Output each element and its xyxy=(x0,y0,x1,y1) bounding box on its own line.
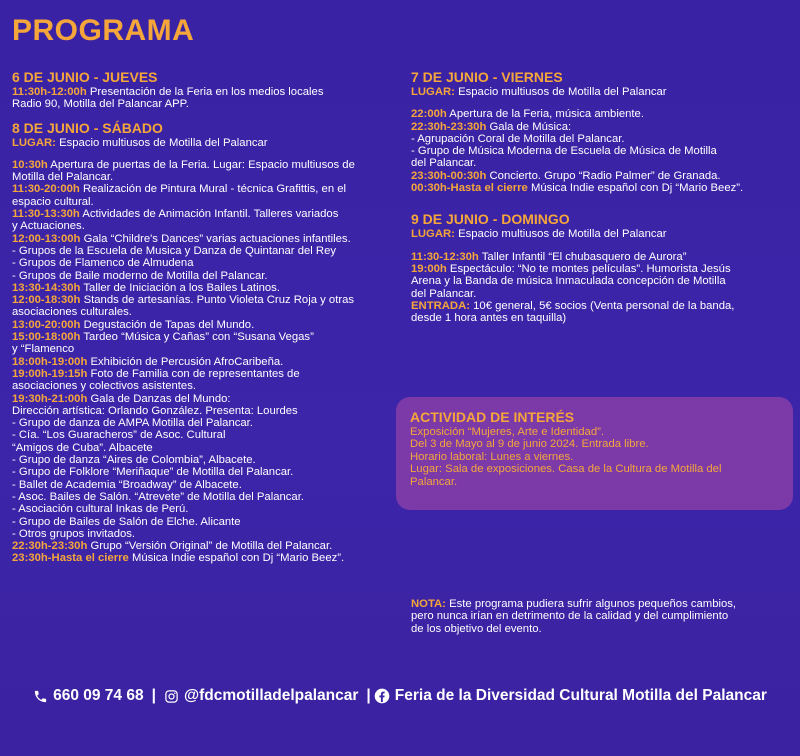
line-text: - Grupo de danza “Aires de Colombia”, Albacete. xyxy=(12,454,256,467)
line-text: - Agrupación Coral de Motilla del Palancar. xyxy=(411,132,625,145)
line-text: - Grupo de Música Moderna de Escuela de Música de Motilla xyxy=(411,145,717,158)
schedule-line xyxy=(411,312,786,324)
line-text: Música Indie español con Dj “Mario Beez”. xyxy=(128,552,345,565)
time-label: 19:00h xyxy=(411,262,447,275)
line-text: - Grupos de la Escuela de Musica y Danza de Quintanar del Rey xyxy=(12,244,337,257)
time-label: ENTRADA: xyxy=(411,299,470,312)
line-text: - Grupo de Folklore “Meriñaque” de Motilla del Palancar. xyxy=(12,466,294,479)
schedule-line xyxy=(12,429,397,441)
instagram-icon xyxy=(164,689,179,704)
line-text: 10€ general, 5€ socios (Venta personal de la banda, xyxy=(470,299,735,312)
schedule-line xyxy=(12,405,397,417)
line-text: Exhibición de Percusión AfroCaribeña. xyxy=(87,355,284,368)
interest-line: Palancar. xyxy=(410,475,458,488)
schedule-line xyxy=(12,356,397,368)
line-text: Gala “Childre's Dances” varias actuaciones infantiles. xyxy=(80,232,351,245)
section-gap xyxy=(411,194,786,212)
line-text: Foto de Familia con de representantes de xyxy=(87,367,300,380)
schedule-line xyxy=(12,540,397,552)
line-text: Tardeo “Música y Cañas” con “Susana Vegas” xyxy=(80,331,314,344)
schedule-line xyxy=(12,159,397,171)
line-text: - Asociación cultural Inkas de Perú. xyxy=(12,503,189,516)
interest-line: Lugar: Sala de exposiciones. Casa de la Cultura de Motilla del xyxy=(410,463,722,476)
schedule-line xyxy=(411,170,786,182)
schedule-line xyxy=(411,157,786,169)
schedule-line xyxy=(12,343,397,355)
day-heading: 9 DE JUNIO - DOMINGO xyxy=(411,211,570,228)
time-label: 23:30h-00:30h xyxy=(411,169,487,182)
line-text: Presentación de la Feria en los medios locales xyxy=(86,86,324,98)
schedule-line xyxy=(411,145,786,157)
time-label: 10:30h xyxy=(12,158,48,171)
line-text: Actividades de Animación Infantil. Talleres variados xyxy=(79,208,339,221)
time-label: 22:30h-23:30h xyxy=(411,120,487,133)
line-text: Espacio multiusos de Motilla del Palancar xyxy=(454,86,667,98)
facebook-page[interactable]: Feria de la Diversidad Cultural Motilla del Palancar xyxy=(394,687,767,704)
schedule-line xyxy=(12,233,397,245)
time-label: 22:30h-23:30h xyxy=(12,540,88,553)
separator: | xyxy=(366,687,371,704)
line-text: - Grupo de danza de AMPA Motilla del Palancar. xyxy=(12,417,253,430)
schedule-line xyxy=(411,275,786,287)
time-label: 23:30h-Hasta el cierre xyxy=(12,552,129,565)
line-gap xyxy=(411,241,786,251)
time-label: 18:00h-19:00h xyxy=(12,355,88,368)
right-column xyxy=(411,70,786,324)
day-heading: 7 DE JUNIO - VIERNES xyxy=(411,69,563,85)
line-text: del Palancar. xyxy=(411,157,477,170)
line-text: Dirección artística: Orlando González. Presenta: Lourdes xyxy=(12,404,298,417)
schedule-line xyxy=(12,368,397,380)
schedule-line xyxy=(411,121,786,133)
time-label: 00:30h-Hasta el cierre xyxy=(411,182,528,195)
line-text: Apertura de la Feria, música ambiente. xyxy=(446,108,644,121)
line-text: Apertura de puertas de la Feria. Lugar: Espacio multiusos de xyxy=(47,158,355,171)
line-text: Radio 90, Motilla del Palancar APP. xyxy=(12,98,189,111)
day-heading: 6 DE JUNIO - JUEVES xyxy=(12,69,158,85)
schedule-line xyxy=(12,196,397,208)
schedule-line xyxy=(12,331,397,343)
schedule-line xyxy=(12,220,397,232)
line-text: Arena y la Banda de música Inmaculada concepción de Motilla xyxy=(411,275,726,288)
time-label: 13:30-14:30h xyxy=(12,281,81,294)
schedule-line xyxy=(12,208,397,220)
time-label: 19:30h-21:00h xyxy=(12,392,88,405)
line-text: Espacio multiusos de Motilla del Palancar xyxy=(55,136,268,149)
line-gap xyxy=(12,149,397,159)
separator: | xyxy=(151,687,156,704)
line-text: espacio cultural. xyxy=(12,195,94,208)
time-label: LUGAR: xyxy=(411,86,455,98)
line-text: Espectáculo: “No te montes películas”. Humorista Jesús xyxy=(446,262,731,275)
schedule-line xyxy=(12,282,397,294)
phone-icon xyxy=(33,689,48,704)
schedule-line xyxy=(12,466,397,478)
line-text: Música Indie español con Dj “Mario Beez”. xyxy=(527,182,744,195)
time-label: 11:30-20:00h xyxy=(12,183,80,196)
schedule-line xyxy=(12,294,397,306)
facebook-icon xyxy=(374,688,390,704)
time-label: 12:00-18:30h xyxy=(12,294,81,307)
schedule-line xyxy=(411,108,786,120)
line-text: y “Flamenco xyxy=(12,343,75,356)
line-text: Concierto. Grupo “Radio Palmer” de Granada. xyxy=(486,169,721,182)
line-text: Gala de Música: xyxy=(486,120,572,133)
note-line: pero nunca irían en detrimento de la calidad y del cumplimiento xyxy=(411,610,729,623)
schedule-line xyxy=(12,454,397,466)
line-text: - Ballet de Academia “Broadway” de Albacete. xyxy=(12,478,242,491)
time-label: 13:00-20:00h xyxy=(12,318,81,331)
line-text: - Otros grupos invitados. xyxy=(12,527,136,540)
time-label: 22:00h xyxy=(411,108,447,121)
interest-line: Horario laboral: Lunes a viernes. xyxy=(410,450,574,463)
line-text: - Cía. “Los Guaracheros” de Asoc. Cultural xyxy=(12,429,226,442)
page-title: PROGRAMA xyxy=(12,14,195,47)
line-text: Degustación de Tapas del Mundo. xyxy=(80,318,255,331)
schedule-line xyxy=(411,263,786,275)
line-text: y Actuaciones. xyxy=(12,220,85,233)
schedule-line xyxy=(12,98,397,110)
line-text: Grupo “Versión Original” de Motilla del Palancar. xyxy=(87,540,333,553)
activity-of-interest-box xyxy=(396,397,793,510)
line-text: Realización de Pintura Mural - técnica Grafittis, en el xyxy=(79,183,347,196)
line-text: - Grupos de Flamenco de Almudena xyxy=(12,257,194,270)
line-text: desde 1 hora antes en taquilla) xyxy=(411,312,567,325)
schedule-line xyxy=(12,137,397,149)
schedule-line xyxy=(12,479,397,491)
schedule-line xyxy=(411,300,786,312)
line-text: Gala de Danzas del Mundo: xyxy=(87,392,231,405)
schedule-line xyxy=(411,182,786,194)
note xyxy=(411,598,791,635)
phone-number[interactable]: 660 09 74 68 xyxy=(53,687,144,704)
schedule-line xyxy=(12,552,397,564)
time-label: 11:30-12:30h xyxy=(411,250,479,263)
line-text: asociaciones y colectivos asistentes. xyxy=(12,380,196,393)
line-text: Espacio multiusos de Motilla del Palancar xyxy=(454,228,667,241)
day-heading: 8 DE JUNIO - SÁBADO xyxy=(12,119,163,136)
schedule-line xyxy=(12,516,397,528)
line-text: - Grupo de Bailes de Salón de Elche. Alicante xyxy=(12,515,241,528)
schedule-line xyxy=(12,319,397,331)
schedule-line xyxy=(12,393,397,405)
schedule-line xyxy=(12,503,397,515)
line-gap xyxy=(411,98,786,108)
interest-heading: ACTIVIDAD DE INTERÉS xyxy=(410,409,575,425)
time-label: 11:30-13:30h xyxy=(12,208,80,221)
line-text: Taller Infantil “El chubasquero de Aurora” xyxy=(478,250,687,263)
interest-line: Del 3 de Mayo al 9 de junio 2024. Entrada libre. xyxy=(410,438,649,451)
time-label: 11:30h-12:00h xyxy=(12,86,87,98)
interest-line: Exposición “Mujeres, Arte e Identidad”. xyxy=(410,426,605,438)
schedule-line xyxy=(12,528,397,540)
contact-footer xyxy=(0,684,800,708)
line-text: asociaciones culturales. xyxy=(12,306,132,319)
time-label: 19:00h-19:15h xyxy=(12,367,88,380)
schedule-line xyxy=(411,228,786,240)
time-label: LUGAR: xyxy=(12,136,56,149)
schedule-line xyxy=(12,491,397,503)
time-label: 12:00-13:00h xyxy=(12,232,81,245)
line-text: “Amigos de Cuba”. Albacete xyxy=(12,441,153,454)
note-line: de los objetivo del evento. xyxy=(411,622,542,635)
instagram-handle[interactable]: @fdcmotilladelpalancar xyxy=(183,687,359,704)
schedule-line xyxy=(12,171,397,183)
line-text: Taller de Iniciación a los Bailes Latinos. xyxy=(80,281,280,294)
schedule-line xyxy=(411,86,786,98)
note-line: Este programa pudiera sufrir algunos pequeños cambios, xyxy=(445,598,737,610)
schedule-line xyxy=(12,257,397,269)
time-label: 15:00-18:00h xyxy=(12,331,81,344)
schedule-line xyxy=(411,251,786,263)
schedule-line xyxy=(12,270,397,282)
schedule-line xyxy=(12,442,397,454)
schedule-line xyxy=(12,245,397,257)
schedule-line xyxy=(12,306,397,318)
schedule-line xyxy=(12,183,397,195)
schedule-line xyxy=(411,288,786,300)
line-text: Stands de artesanías. Punto Violeta Cruz Roja y otras xyxy=(80,294,355,307)
line-text: Motilla del Palancar. xyxy=(12,171,114,184)
line-text: - Asoc. Bailes de Salón. “Atrevete” de Motilla del Palancar. xyxy=(12,490,304,503)
schedule-line xyxy=(12,86,397,98)
schedule-line xyxy=(411,133,786,145)
schedule-line xyxy=(12,380,397,392)
schedule-line xyxy=(12,417,397,429)
time-label: LUGAR: xyxy=(411,228,455,241)
left-column xyxy=(12,70,397,565)
line-text: del Palancar. xyxy=(411,287,477,300)
line-text: - Grupos de Baile moderno de Motilla del Palancar. xyxy=(12,269,268,282)
note-key: NOTA: xyxy=(411,598,446,610)
